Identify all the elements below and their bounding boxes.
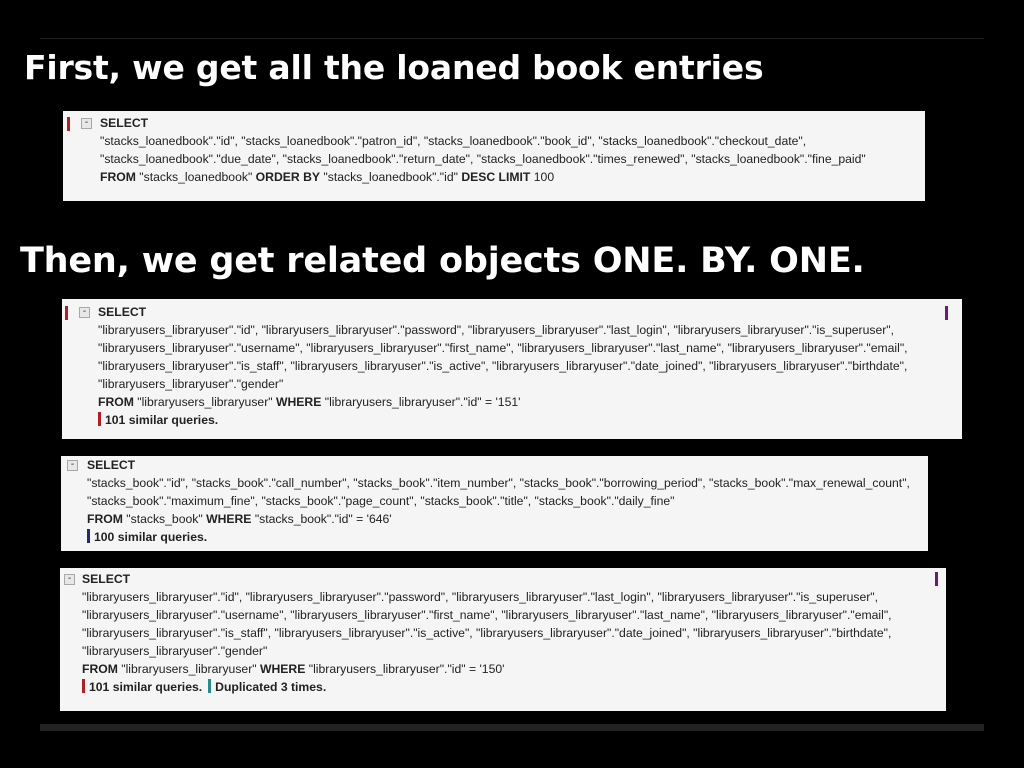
collapse-toggle-button[interactable]: -	[67, 460, 78, 471]
sql-keyword-from: FROM	[82, 662, 118, 676]
similar-queries-row	[87, 528, 207, 546]
sql-table-name: "libraryusers_libraryuser"	[117, 662, 260, 676]
sql-keyword-where: WHERE	[275, 395, 322, 409]
slide-heading-related-objects: Then, we get related objects ONE. BY. ONE.	[20, 241, 865, 281]
sql-keyword-where: WHERE	[206, 512, 252, 526]
collapse-toggle-button[interactable]: -	[79, 307, 90, 318]
collapse-toggle-button[interactable]: -	[64, 574, 75, 585]
sql-from-clause	[98, 393, 520, 411]
sql-keyword-select: SELECT	[100, 116, 149, 130]
collapse-toggle-button[interactable]: -	[81, 118, 92, 129]
sql-keyword-select: SELECT	[87, 458, 136, 472]
query-color-marker	[65, 306, 68, 320]
similar-queries-marker	[82, 679, 85, 693]
sql-table-name: "stacks_loanedbook"	[135, 170, 256, 184]
sql-columns-line: "libraryusers_libraryuser"."id", "libraryusers_libraryuser"."password", "libraryusers_libraryuser"."last_login", "libraryusers_libraryuser"."is_superuser",	[82, 590, 878, 604]
similar-queries-row	[98, 411, 218, 429]
query-color-marker-right	[945, 306, 948, 320]
slide-top-rule	[40, 38, 984, 39]
sql-columns-line: "stacks_loanedbook"."id", "stacks_loanedbook"."patron_id", "stacks_loanedbook"."book_id", "stacks_loanedbook"."checkout_date",	[100, 134, 807, 148]
sql-from-clause	[82, 660, 504, 678]
sql-from-clause	[100, 168, 554, 186]
slide-heading-loaned-entries: First, we get all the loaned book entries	[24, 48, 764, 87]
sql-columns-line: "libraryusers_libraryuser"."gender"	[82, 644, 268, 658]
sql-columns-line: "libraryusers_libraryuser"."username", "libraryusers_libraryuser"."first_name", "libraryusers_libraryuser"."last_name", "libraryusers_libraryuser"."email",	[82, 608, 892, 622]
sql-columns-line: "stacks_book"."maximum_fine", "stacks_book"."page_count", "stacks_book"."title", "stacks_book"."daily_fine"	[87, 494, 675, 508]
sql-table-name: "stacks_book"	[122, 512, 207, 526]
sql-keyword-desc-limit: DESC LIMIT	[461, 170, 531, 184]
sql-columns-line: "libraryusers_libraryuser"."gender"	[98, 377, 284, 391]
sql-keyword-select: SELECT	[98, 305, 147, 319]
similar-queries-marker	[87, 529, 90, 543]
sql-columns-line: "libraryusers_libraryuser"."username", "libraryusers_libraryuser"."first_name", "libraryusers_libraryuser"."last_name", "libraryusers_libraryuser"."email",	[98, 341, 908, 355]
sql-columns-line: "libraryusers_libraryuser"."is_staff", "libraryusers_libraryuser"."is_active", "libraryusers_libraryuser"."date_joined", "libraryusers_libraryuser"."birthdate",	[82, 626, 892, 640]
sql-where-condition: "libraryusers_libraryuser"."id" = '151'	[321, 395, 521, 409]
sql-where-condition: "stacks_book"."id" = '646'	[251, 512, 392, 526]
sql-keyword-from: FROM	[98, 395, 134, 409]
query-color-marker-right	[935, 572, 938, 586]
sql-keyword-order-by: ORDER BY	[255, 170, 321, 184]
sql-keyword-from: FROM	[100, 170, 136, 184]
sql-keyword-from: FROM	[87, 512, 123, 526]
similar-queries-link[interactable]: 100 similar queries.	[94, 530, 208, 544]
sql-query-panel-libraryuser-150	[60, 568, 946, 711]
sql-table-name: "libraryusers_libraryuser"	[133, 395, 276, 409]
sql-columns-line: "libraryusers_libraryuser"."is_staff", "libraryusers_libraryuser"."is_active", "libraryusers_libraryuser"."date_joined", "libraryusers_libraryuser"."birthdate",	[98, 359, 908, 373]
sql-order-column: "stacks_loanedbook"."id"	[320, 170, 462, 184]
duplicated-marker	[208, 679, 211, 693]
sql-where-condition: "libraryusers_libraryuser"."id" = '150'	[305, 662, 505, 676]
sql-keyword-select: SELECT	[82, 572, 131, 586]
similar-queries-row	[82, 678, 326, 696]
slide-bottom-bar	[40, 724, 984, 731]
duplicated-queries-link[interactable]: Duplicated 3 times.	[215, 680, 327, 694]
sql-query-panel-book-646	[61, 456, 928, 551]
similar-queries-link[interactable]: 101 similar queries.	[89, 680, 203, 694]
similar-queries-marker	[98, 412, 101, 426]
sql-columns-line: "stacks_loanedbook"."due_date", "stacks_loanedbook"."return_date", "stacks_loanedbook"."times_renewed", "stacks_loanedbook"."fine_paid"	[100, 152, 866, 166]
similar-queries-link[interactable]: 101 similar queries.	[105, 413, 219, 427]
sql-limit-value: 100	[530, 170, 555, 184]
sql-keyword-where: WHERE	[259, 662, 306, 676]
sql-columns-line: "libraryusers_libraryuser"."id", "libraryusers_libraryuser"."password", "libraryusers_libraryuser"."last_login", "libraryusers_libraryuser"."is_superuser",	[98, 323, 894, 337]
sql-from-clause	[87, 510, 392, 528]
sql-query-panel-libraryuser-151	[62, 299, 962, 439]
sql-query-panel-loanedbook	[63, 111, 925, 201]
sql-columns-line: "stacks_book"."id", "stacks_book"."call_number", "stacks_book"."item_number", "stacks_book"."borrowing_period", "stacks_book"."max_renewal_count",	[87, 476, 910, 490]
query-color-marker	[67, 117, 70, 131]
